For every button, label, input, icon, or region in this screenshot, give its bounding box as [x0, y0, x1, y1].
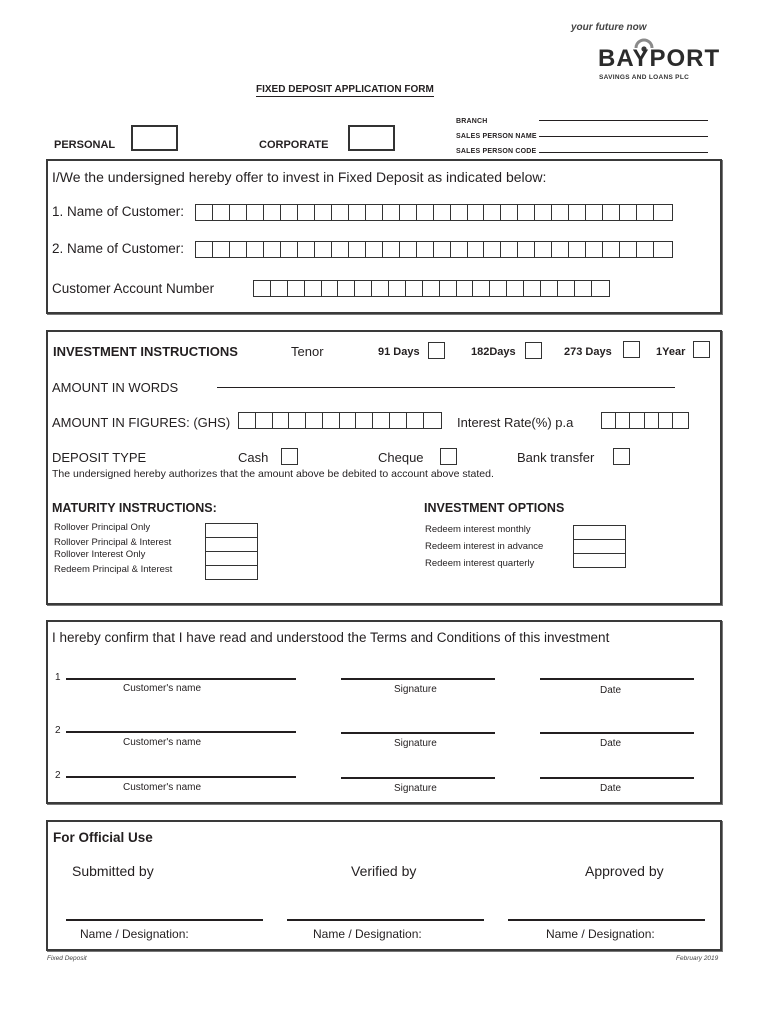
character-cell[interactable]	[507, 281, 524, 296]
account-number-input[interactable]	[253, 280, 610, 297]
deposit-bank-transfer-label: Bank transfer	[517, 450, 595, 465]
signatory-number: 2	[55, 770, 61, 781]
deposit-cash-checkbox[interactable]	[281, 448, 298, 465]
character-cell[interactable]	[637, 205, 654, 220]
approved-by-signature-line[interactable]	[508, 919, 705, 921]
character-cell[interactable]	[654, 242, 671, 257]
branch-field[interactable]	[539, 120, 708, 121]
interest-rate-input[interactable]	[601, 412, 689, 429]
investment-options-title: INVESTMENT OPTIONS	[424, 501, 565, 515]
character-cell[interactable]	[637, 242, 654, 257]
character-cell[interactable]	[673, 413, 687, 428]
amount-in-figures-input[interactable]	[238, 412, 442, 429]
footer-right: February 2019	[676, 955, 719, 962]
character-cell[interactable]	[616, 413, 630, 428]
character-cell[interactable]	[271, 281, 288, 296]
character-cell[interactable]	[332, 242, 349, 257]
official-use-title: For Official Use	[53, 830, 153, 845]
signature-caption: Signature	[394, 783, 437, 794]
character-cell[interactable]	[552, 242, 569, 257]
character-cell[interactable]	[254, 281, 271, 296]
character-cell[interactable]	[196, 205, 213, 220]
character-cell[interactable]	[468, 205, 485, 220]
interest-rate-label: Interest Rate(%) p.a	[457, 415, 574, 430]
character-cell[interactable]	[620, 242, 637, 257]
tenor-91-label: 91 Days	[378, 346, 420, 358]
sales-person-name-label: SALES PERSON NAME	[456, 133, 537, 140]
branch-label: BRANCH	[456, 118, 488, 125]
character-cell[interactable]	[575, 281, 592, 296]
customer-name-2-label: 2. Name of Customer:	[52, 241, 185, 256]
character-cell[interactable]	[264, 205, 281, 220]
character-cell[interactable]	[390, 413, 407, 428]
character-cell[interactable]	[417, 242, 434, 257]
footer-left: Fixed Deposit	[47, 955, 87, 962]
character-cell[interactable]	[541, 281, 558, 296]
character-cell[interactable]	[256, 413, 273, 428]
maturity-option-label: Rollover Principal & Interest	[54, 537, 172, 548]
tenor-1year-label: 1Year	[656, 346, 686, 358]
character-cell[interactable]	[389, 281, 406, 296]
sales-person-code-field[interactable]	[539, 152, 708, 153]
character-cell[interactable]	[592, 281, 609, 296]
submitted-by-signature-line[interactable]	[66, 919, 263, 921]
amount-in-words-label: AMOUNT IN WORDS	[52, 380, 179, 395]
customer-name-caption: Customer's name	[123, 683, 202, 694]
character-cell[interactable]	[645, 413, 659, 428]
date-caption: Date	[600, 783, 622, 794]
character-cell[interactable]	[417, 205, 434, 220]
character-cell[interactable]	[273, 413, 290, 428]
character-cell[interactable]	[603, 242, 620, 257]
character-cell[interactable]	[451, 242, 468, 257]
character-cell[interactable]	[451, 205, 468, 220]
personal-checkbox[interactable]	[131, 125, 178, 151]
character-cell[interactable]	[383, 242, 400, 257]
verified-by-label: Verified by	[351, 863, 417, 879]
character-cell[interactable]	[373, 413, 390, 428]
character-cell[interactable]	[569, 242, 586, 257]
signatory-number: 1	[55, 672, 61, 683]
signature-caption: Signature	[394, 738, 437, 749]
character-cell[interactable]	[332, 205, 349, 220]
option-redeem-monthly-checkbox[interactable]	[573, 525, 626, 540]
account-number-label: Customer Account Number	[52, 281, 215, 296]
investment-option-label: Redeem interest quarterly	[425, 558, 535, 569]
tenor-1year-checkbox[interactable]	[693, 341, 710, 358]
sales-person-code-label: SALES PERSON CODE	[456, 148, 537, 155]
maturity-option-label: Redeem Principal & Interest	[54, 564, 173, 575]
character-cell[interactable]	[239, 413, 256, 428]
character-cell[interactable]	[264, 242, 281, 257]
character-cell[interactable]	[569, 205, 586, 220]
character-cell[interactable]	[501, 242, 518, 257]
deposit-type-label: DEPOSIT TYPE	[52, 450, 147, 465]
signature-line[interactable]	[341, 777, 495, 779]
signature-line[interactable]	[341, 732, 495, 734]
character-cell[interactable]	[338, 281, 355, 296]
character-cell[interactable]	[366, 205, 383, 220]
character-cell[interactable]	[349, 205, 366, 220]
character-cell[interactable]	[298, 242, 315, 257]
character-cell[interactable]	[383, 205, 400, 220]
verified-by-name-designation: Name / Designation:	[313, 927, 422, 941]
character-cell[interactable]	[586, 205, 603, 220]
character-cell[interactable]	[400, 205, 417, 220]
customer-name-1-label: 1. Name of Customer:	[52, 204, 185, 219]
tenor-273-checkbox[interactable]	[623, 341, 640, 358]
character-cell[interactable]	[586, 242, 603, 257]
character-cell[interactable]	[281, 242, 298, 257]
brand-subtitle: SAVINGS AND LOANS PLC	[599, 74, 690, 81]
character-cell[interactable]	[424, 413, 441, 428]
deposit-cheque-checkbox[interactable]	[440, 448, 457, 465]
corporate-checkbox[interactable]	[348, 125, 395, 151]
maturity-rollover-interest-checkbox[interactable]	[205, 551, 258, 566]
customer-name-caption: Customer's name	[123, 737, 202, 748]
character-cell[interactable]	[247, 205, 264, 220]
sales-person-name-field[interactable]	[539, 136, 708, 137]
maturity-option-label: Rollover Principal Only	[54, 522, 151, 533]
form-title: FIXED DEPOSIT APPLICATION FORM	[256, 84, 434, 95]
maturity-rollover-principal-interest-checkbox[interactable]	[205, 537, 258, 552]
customer-name-line[interactable]	[66, 731, 296, 733]
deposit-cheque-label: Cheque	[378, 450, 424, 465]
maturity-instructions-title: MATURITY INSTRUCTIONS:	[52, 501, 217, 515]
character-cell[interactable]	[535, 242, 552, 257]
date-caption: Date	[600, 738, 622, 749]
character-cell[interactable]	[306, 413, 323, 428]
investment-instructions-title: INVESTMENT INSTRUCTIONS	[53, 344, 238, 359]
character-cell[interactable]	[484, 205, 501, 220]
bayport-logo	[598, 38, 720, 82]
character-cell[interactable]	[524, 281, 541, 296]
character-cell[interactable]	[490, 281, 507, 296]
signatory-number: 2	[55, 725, 61, 736]
personal-label: PERSONAL	[54, 139, 116, 151]
character-cell[interactable]	[230, 205, 247, 220]
character-cell[interactable]	[434, 205, 451, 220]
customer-name-line[interactable]	[66, 678, 296, 680]
character-cell[interactable]	[457, 281, 474, 296]
character-cell[interactable]	[298, 205, 315, 220]
tenor-label: Tenor	[291, 344, 324, 359]
character-cell[interactable]	[406, 281, 423, 296]
character-cell[interactable]	[407, 413, 424, 428]
character-cell[interactable]	[247, 242, 264, 257]
character-cell[interactable]	[315, 205, 332, 220]
tenor-91-checkbox[interactable]	[428, 342, 445, 359]
submitted-by-name-designation: Name / Designation:	[80, 927, 189, 941]
character-cell[interactable]	[603, 205, 620, 220]
character-cell[interactable]	[305, 281, 322, 296]
character-cell[interactable]	[440, 281, 457, 296]
maturity-option-label: Rollover Interest Only	[54, 549, 146, 560]
character-cell[interactable]	[213, 205, 230, 220]
character-cell[interactable]	[349, 242, 366, 257]
character-cell[interactable]	[366, 242, 383, 257]
character-cell[interactable]	[356, 413, 373, 428]
character-cell[interactable]	[288, 281, 305, 296]
approved-by-label: Approved by	[585, 863, 664, 879]
character-cell[interactable]	[340, 413, 357, 428]
tagline: your future now	[571, 22, 647, 33]
date-line[interactable]	[540, 777, 694, 779]
character-cell[interactable]	[196, 242, 213, 257]
option-redeem-advance-checkbox[interactable]	[573, 539, 626, 554]
customer-name-1-input[interactable]	[195, 204, 673, 221]
character-cell[interactable]	[552, 205, 569, 220]
character-cell[interactable]	[213, 242, 230, 257]
submitted-by-label: Submitted by	[72, 863, 154, 879]
character-cell[interactable]	[602, 413, 616, 428]
corporate-label: CORPORATE	[259, 139, 329, 151]
tenor-182-checkbox[interactable]	[525, 342, 542, 359]
character-cell[interactable]	[518, 242, 535, 257]
character-cell[interactable]	[473, 281, 490, 296]
authorization-note: The undersigned hereby authorizes that the amount above be debited to account above stated.	[52, 468, 494, 480]
signature-line[interactable]	[341, 678, 495, 680]
date-line[interactable]	[540, 678, 694, 680]
character-cell[interactable]	[501, 205, 518, 220]
character-cell[interactable]	[434, 242, 451, 257]
deposit-cash-label: Cash	[238, 450, 269, 465]
customer-name-2-input[interactable]	[195, 241, 673, 258]
verified-by-signature-line[interactable]	[287, 919, 484, 921]
amount-in-words-field[interactable]	[217, 387, 675, 388]
character-cell[interactable]	[315, 242, 332, 257]
date-line[interactable]	[540, 732, 694, 734]
customer-name-caption: Customer's name	[123, 782, 202, 793]
character-cell[interactable]	[355, 281, 372, 296]
character-cell[interactable]	[372, 281, 389, 296]
tenor-182-label: 182Days	[471, 346, 516, 358]
date-caption: Date	[600, 685, 622, 696]
investment-option-label: Redeem interest monthly	[425, 524, 531, 535]
character-cell[interactable]	[518, 205, 535, 220]
character-cell[interactable]	[400, 242, 417, 257]
character-cell[interactable]	[322, 281, 339, 296]
character-cell[interactable]	[230, 242, 247, 257]
signature-caption: Signature	[394, 684, 437, 695]
confirmation-statement: I hereby confirm that I have read and understood the Terms and Conditions of this investment	[52, 630, 610, 645]
character-cell[interactable]	[323, 413, 340, 428]
character-cell[interactable]	[558, 281, 575, 296]
character-cell[interactable]	[281, 205, 298, 220]
character-cell[interactable]	[484, 242, 501, 257]
character-cell[interactable]	[659, 413, 673, 428]
option-redeem-quarterly-checkbox[interactable]	[573, 553, 626, 568]
tenor-273-label: 273 Days	[564, 346, 612, 358]
character-cell[interactable]	[423, 281, 440, 296]
amount-in-figures-label: AMOUNT IN FIGURES: (GHS)	[52, 415, 231, 430]
maturity-redeem-principal-interest-checkbox[interactable]	[205, 565, 258, 580]
character-cell[interactable]	[620, 205, 637, 220]
character-cell[interactable]	[630, 413, 644, 428]
maturity-rollover-principal-checkbox[interactable]	[205, 523, 258, 538]
intro-text: I/We the undersigned hereby offer to invest in Fixed Deposit as indicated below:	[52, 169, 547, 185]
character-cell[interactable]	[535, 205, 552, 220]
character-cell[interactable]	[468, 242, 485, 257]
deposit-bank-transfer-checkbox[interactable]	[613, 448, 630, 465]
customer-name-line[interactable]	[66, 776, 296, 778]
investment-option-label: Redeem interest in advance	[425, 541, 544, 552]
approved-by-name-designation: Name / Designation:	[546, 927, 655, 941]
character-cell[interactable]	[654, 205, 671, 220]
brand-name: BAYPORT	[598, 45, 721, 72]
character-cell[interactable]	[289, 413, 306, 428]
